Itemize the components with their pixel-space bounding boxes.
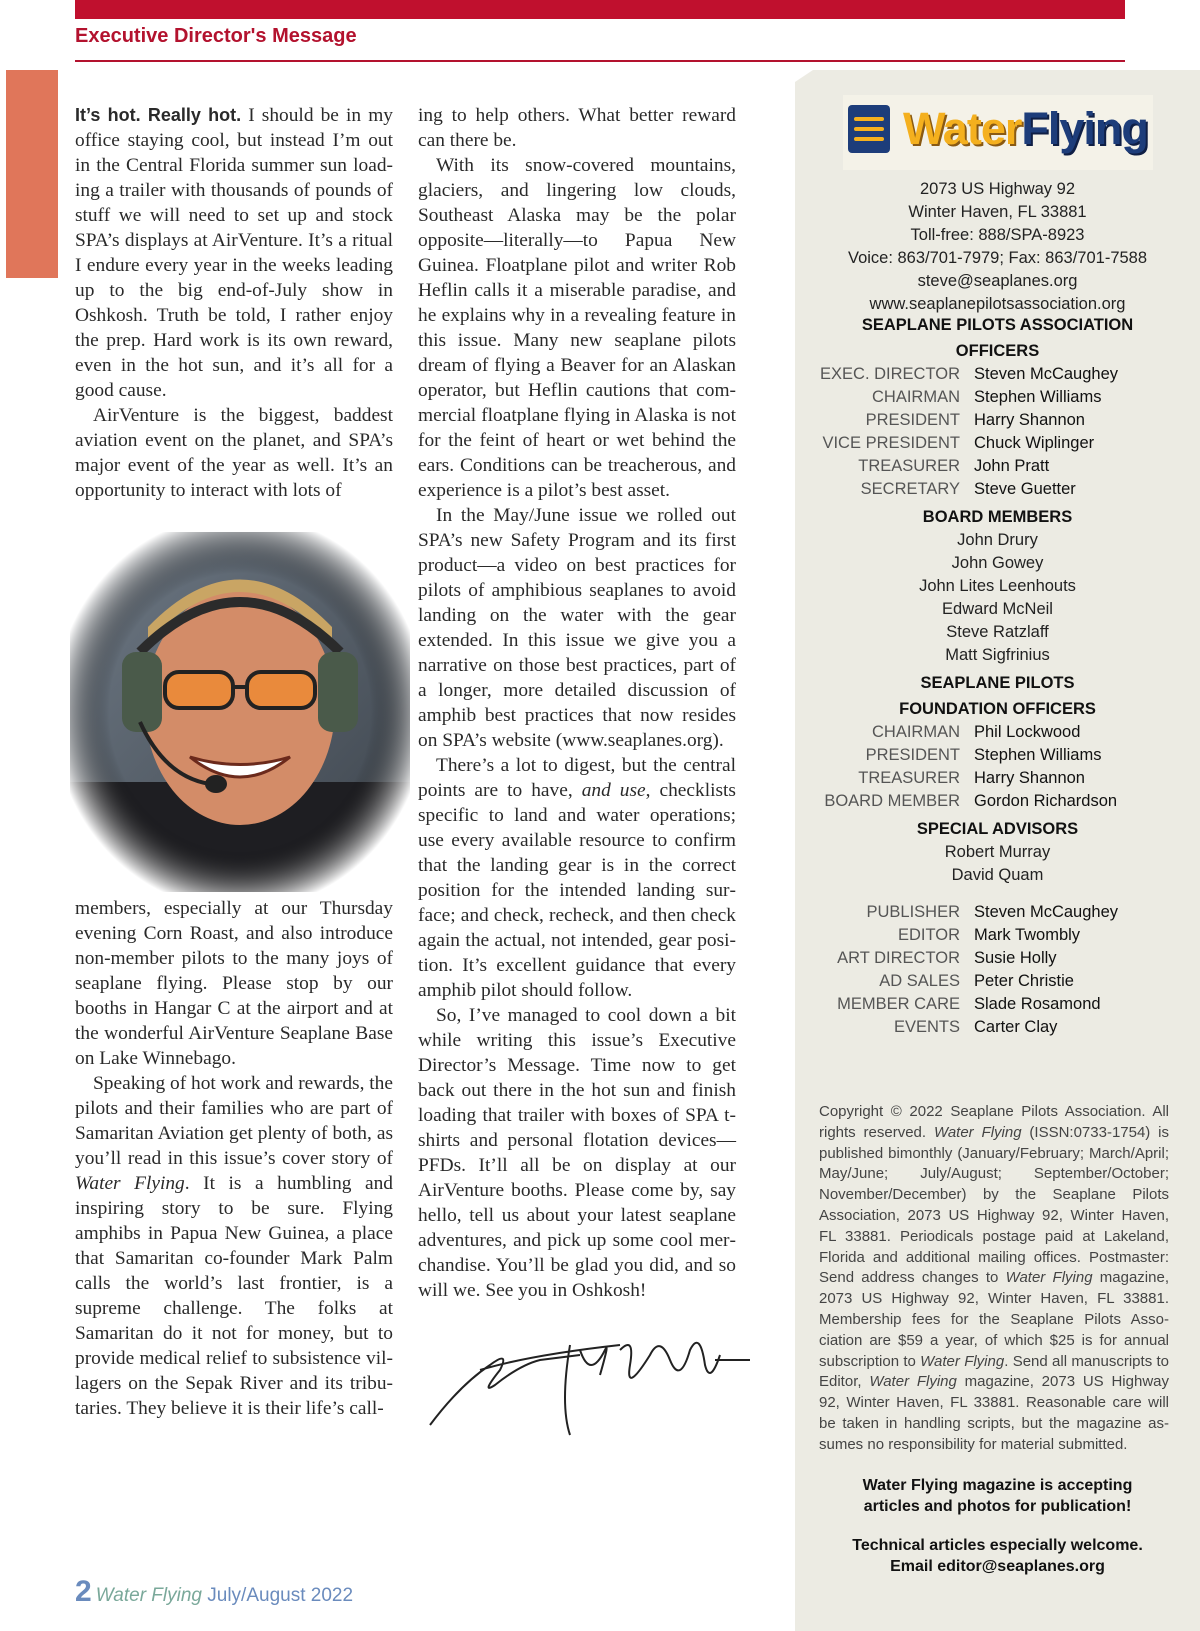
article-lead: It’s hot. Really hot. (75, 105, 242, 125)
roster-row: EDITOR Mark Twombly (897, 926, 1081, 944)
article-paragraph: Speaking of hot work and rewards, the pilots and their families who are part of Samaritan Aviation get plenty of both, as you’ll read in this issue’s cover story of Water Flying. It is a humbling and inspiring story to be sure. Flying amphibs in Papua New Guinea, a place that Samaritan co-founder Mark Palm calls the world’s last frontier, is a supreme challenge. The folks at Samaritan do it not for money, but to provide medical relief to subsistence villagers on the Sepak River and its tributaries. They believe it is their life’s call- (75, 1073, 393, 1419)
submissions-notice: Water Flying magazine is accepting articles and photos for publication! (862, 1477, 1133, 1515)
water-flying-logo: WaterFlying (843, 95, 1153, 170)
roster-row: CHAIRMAN Phil Lockwood (871, 723, 1081, 741)
roster-row: PRESIDENT Stephen Williams (865, 746, 1102, 764)
article-paragraph: members, especially at our Thursday evening Corn Roast, and also introduce non-member pilots to the many joys of seaplane flying. Please stop by our booths in Hangar C at the airport and at the wonderful AirVenture Seaplane Base on Lake Winnebago. (75, 898, 393, 1069)
article-paragraph: So, I’ve managed to cool down a bit while writing this issue’s Executive Director’s Message. Time now to get back out there in the hot sun and finish loading that trailer with boxes of SPA t-shirts and personal flotation devices—PFDs. It’ll all be on display at our AirVenture booths. Please come by, say hello, tell us about your latest seaplane adventures, and pick up some cool merchandise. You’ll be glad you did, and so will we. See you in Oshkosh! (418, 1005, 736, 1301)
officers-heading: OFFICERS (955, 342, 1040, 360)
roster-row: EXEC. DIRECTOR Steven McCaughey (820, 365, 1118, 383)
article-column-1-top (75, 103, 393, 503)
roster-row: TREASURER Harry Shannon (858, 769, 1085, 787)
article-column-2 (418, 103, 736, 1303)
roster-row: CHAIRMAN Stephen Williams (871, 388, 1102, 406)
footer-magazine-name: Water Flying (95, 1585, 202, 1606)
roster-row: EVENTS Carter Clay (893, 1018, 1058, 1036)
page-edge-tab (6, 70, 58, 278)
roster-row: BOARD MEMBER Gordon Richardson (824, 792, 1118, 810)
header-rule (75, 60, 1125, 62)
masthead-sidebar (795, 70, 1200, 1631)
board-heading: BOARD MEMBERS (922, 508, 1073, 526)
page-footer (75, 1575, 353, 1609)
advisors-heading: SPECIAL ADVISORS (916, 820, 1079, 838)
top-color-bar (75, 0, 1125, 19)
signature (420, 1325, 760, 1440)
board-list: John Drury John Gowey John Lites Leenhouts Edward McNeil Steve Ratzlaff Matt Sigfrinius (919, 531, 1076, 664)
article-paragraph: In the May/June issue we rolled out SPA’s new Safety Program and its first product—a video on best practices for pilots of amphibious seaplanes to avoid landing on the water with the gear extended. In this issue we give you a narrative on those best practices, part of a longer, more detailed discussion of amphib best practices that now resides on SPA’s website (www.seaplanes.org). (418, 505, 736, 751)
advisors-list: Robert Murray David Quam (944, 843, 1051, 884)
article-paragraph: AirVenture is the biggest, baddest aviation event on the planet, and SPA’s major event of the year as well. It’s an opportunity to interact with lots of (75, 405, 393, 501)
article-column-1-bottom (75, 896, 393, 1421)
author-photo (70, 532, 410, 892)
contact-address: 2073 US Highway 92 Winter Haven, FL 33881 Toll-free: 888/SPA-8923 Voice: 863/701-7979; Fax: 863/701-7588 steve@seaplanes.org www.seaplanepilotsassociation.org (795, 178, 1200, 316)
footer-issue: July/August 2022 (207, 1585, 354, 1606)
roster-row: SECRETARY Steve Guetter (860, 480, 1076, 498)
roster-row: TREASURER John Pratt (858, 457, 1050, 475)
staff-list (795, 901, 1200, 1039)
article-paragraph: ing to help others. What better reward can there be. (418, 105, 736, 151)
editor-email-link[interactable]: Email editor@seaplanes.org (890, 1558, 1105, 1575)
wave-logo-icon (848, 105, 890, 153)
roster-row: ART DIRECTOR Susie Holly (837, 949, 1057, 967)
section-title: Executive Director's Message (75, 25, 357, 47)
page-number: 2 (75, 1575, 92, 1608)
roster-row: AD SALES Peter Christie (879, 972, 1074, 990)
officers-list (795, 363, 1200, 501)
foundation-list (795, 721, 1200, 813)
association-heading: SEAPLANE PILOTS ASSOCIATION (861, 316, 1134, 334)
foundation-heading: SEAPLANE PILOTS (920, 674, 1075, 692)
email-link[interactable]: steve@seaplanes.org (917, 272, 1078, 290)
article-paragraph: It’s hot. Really hot. I should be in my office staying cool, but instead I’m out in the Central Florida summer sun loading a trailer with thousands of pounds of stuff we will need to set up and stock SPA’s displays at AirVenture. It’s a ritual I endure every year in the weeks leading up to the big end-of-July show in Oshkosh. Truth be told, I rather enjoy the prep. Hard work is its own reward, even in the hot sun, and it’s all for a good cause. (75, 105, 393, 401)
roster-row: MEMBER CARE Slade Rosamond (837, 995, 1101, 1013)
roster-row: PUBLISHER Steven McCaughey (866, 903, 1118, 921)
technical-articles-notice: Technical articles especially welcome. Email editor@seaplanes.org (795, 1535, 1200, 1577)
roster-row: VICE PRESIDENT Chuck Wiplinger (822, 434, 1095, 452)
website-link[interactable]: www.seaplanepilotsassociation.org (869, 295, 1126, 313)
article-paragraph: With its snow-covered mountains, glaciers, and lingering low clouds, Southeast Alaska may be the polar opposite—literally—to Papua New Guinea. Floatplane pilot and writer Rob Heflin calls it a miserable paradise, and he explains why in a revealing feature in this issue. Many new seaplane pilots dream of flying a Beaver for an Alaskan operator, but Heflin cautions that commercial floatplane flying in Alaska is not for the feint of heart or wet behind the ears. Conditions can be treacherous, and experience is a pilot’s best asset. (418, 155, 736, 501)
copyright-notice: Copyright © 2022 Seaplane Pilots Association. All rights reserved. Water Flying (ISSN:0733-1754) is published bimonthly (January/February; March/April; May/June; July/August; September/October; November/December) by the Seaplane Pilots Association, 2073 US Highway 92, Winter Haven, FL 33881. Periodicals postage paid at Lakeland, Florida and additional mailing offices. Postmaster: Send address changes to Water Flying magazine, 2073 US Highway 92, Winter Haven, FL 33881. Membership fees for the Seaplane Pilots Association are $59 a year, of which $25 is for annual subscription to Water Flying. Send all manuscripts to Editor, Water Flying magazine, 2073 US Highway 92, Winter Haven, FL 33881. Reasonable care will be taken in handling scripts, but the magazine assumes no responsibility for material submitted. (819, 1103, 1170, 1453)
foundation-officers-heading: FOUNDATION OFFICERS (899, 700, 1096, 718)
roster-row: PRESIDENT Harry Shannon (865, 411, 1085, 429)
article-paragraph: There’s a lot to digest, but the central points are to have, and use, checklists specific to land and water operations; use every available resource to confirm that the landing gear is in the correct position for the intended landing surface; and check, recheck, and then check again the actual, not intended, gear position. It’s excellent guidance that every amphib pilot should follow. (418, 755, 736, 1001)
sidebar-corner (795, 62, 825, 82)
